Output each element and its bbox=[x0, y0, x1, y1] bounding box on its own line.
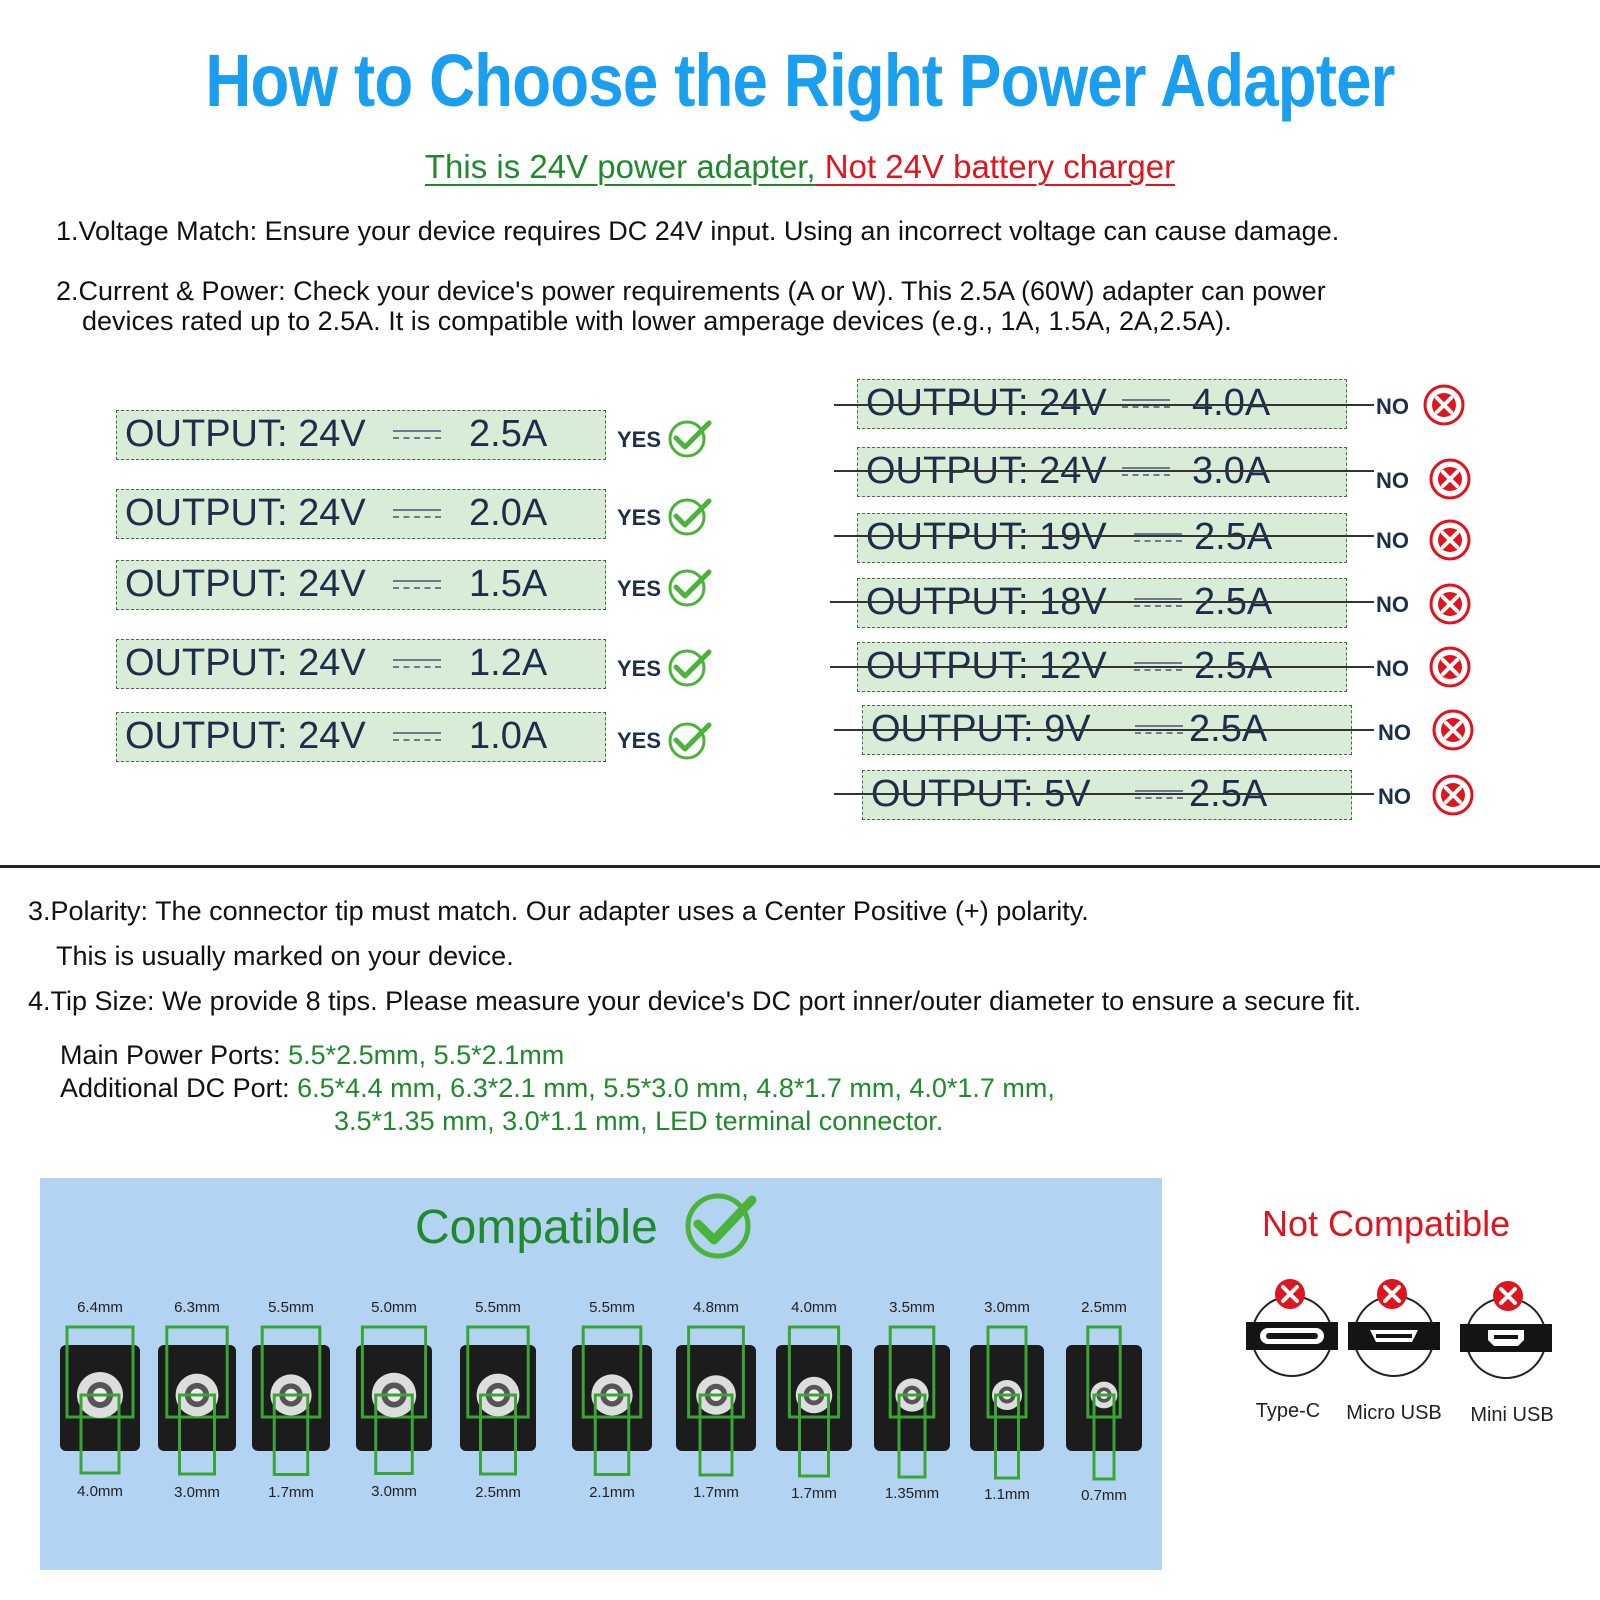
strike-line bbox=[834, 793, 1374, 795]
dc-jack-icon bbox=[1066, 1295, 1142, 1515]
output-amp: 3.0A bbox=[1192, 450, 1271, 492]
output-label: OUTPUT: 24V bbox=[866, 450, 1107, 492]
point-current-line1: 2.Current & Power: Check your device's power requirements (A or W). This 2.5A (60W) adapter can power bbox=[56, 276, 1326, 306]
strike-line bbox=[830, 666, 1374, 668]
output-amp: 2.5A bbox=[1189, 773, 1268, 815]
jack-outer-diameter: 5.5mm bbox=[268, 1299, 314, 1316]
no-tag: NO bbox=[1376, 528, 1409, 553]
additional-ports-label: Additional DC Port: bbox=[60, 1073, 290, 1103]
jack-inner-diameter: 1.7mm bbox=[693, 1484, 739, 1502]
point-polarity-line1: 3.Polarity: The connector tip must match. Our adapter uses a Center Positive (+) polarity. bbox=[28, 896, 1089, 926]
dc-symbol-icon bbox=[1135, 725, 1183, 737]
output-amp: 1.5A bbox=[469, 563, 548, 605]
jack-outer-diameter: 3.0mm bbox=[984, 1299, 1030, 1316]
output-label: OUTPUT: 19V bbox=[866, 516, 1107, 558]
dc-symbol-icon bbox=[393, 659, 441, 671]
main-ports-value: 5.5*2.5mm, 5.5*2.1mm bbox=[280, 1040, 565, 1070]
jack-inner-diameter: 2.1mm bbox=[589, 1483, 635, 1501]
output-box bbox=[116, 712, 606, 762]
output-box bbox=[857, 447, 1347, 497]
no-tag: NO bbox=[1376, 394, 1409, 419]
dc-jack bbox=[676, 1295, 756, 1515]
yes-tag: YES bbox=[617, 576, 662, 601]
strike-line bbox=[834, 729, 1374, 731]
dc-jack-icon bbox=[460, 1295, 536, 1515]
output-label: OUTPUT: 24V bbox=[125, 413, 366, 455]
main-ports-label: Main Power Ports: bbox=[60, 1040, 281, 1070]
output-label: OUTPUT: 24V bbox=[125, 492, 366, 534]
output-box bbox=[116, 410, 606, 460]
output-amp: 1.2A bbox=[469, 642, 548, 684]
output-box bbox=[116, 639, 606, 689]
jack-inner-diameter: 3.0mm bbox=[371, 1483, 417, 1501]
dc-jack bbox=[252, 1295, 330, 1515]
point-tip-size: 4.Tip Size: We provide 8 tips. Please measure your device's DC port inner/outer diameter to ensure a secure fit. bbox=[28, 986, 1362, 1016]
x-circle-icon bbox=[1431, 708, 1477, 752]
dc-jack bbox=[970, 1295, 1044, 1515]
dc-jack bbox=[1066, 1295, 1142, 1515]
point-current-line2: devices rated up to 2.5A. It is compatible with lower amperage devices (e.g., 1A, 1.5A, 2A,2.5A). bbox=[82, 306, 1232, 336]
additional-ports-value-2: 3.5*1.35 mm, 3.0*1.1 mm, LED terminal connector. bbox=[334, 1106, 944, 1136]
jack-inner-diameter: 1.7mm bbox=[268, 1483, 314, 1501]
jack-inner-diameter: 3.0mm bbox=[174, 1483, 220, 1501]
jack-inner-diameter: 1.7mm bbox=[791, 1484, 837, 1502]
subtitle-green: This is 24V power adapter, bbox=[424, 148, 816, 185]
strike-line bbox=[830, 601, 1374, 603]
x-circle-icon bbox=[1422, 383, 1468, 427]
output-label: OUTPUT: 5V bbox=[871, 773, 1091, 815]
dc-jack-icon bbox=[572, 1295, 652, 1515]
x-circle-icon bbox=[1431, 773, 1477, 817]
output-amp: 2.5A bbox=[1194, 645, 1273, 687]
point-polarity-line2: This is usually marked on your device. bbox=[56, 941, 514, 971]
no-tag: NO bbox=[1376, 656, 1409, 681]
dc-jack-icon bbox=[158, 1295, 236, 1515]
x-circle-icon bbox=[1428, 645, 1474, 689]
jack-inner-diameter: 1.1mm bbox=[984, 1486, 1030, 1503]
yes-tag: YES bbox=[617, 505, 662, 530]
output-amp: 2.0A bbox=[469, 492, 548, 534]
type-c-port-icon bbox=[1246, 1278, 1338, 1378]
check-circle-icon bbox=[666, 416, 712, 458]
output-amp: 1.0A bbox=[469, 715, 548, 757]
output-label: OUTPUT: 18V bbox=[866, 581, 1107, 623]
output-label: OUTPUT: 24V bbox=[125, 563, 366, 605]
yes-tag: YES bbox=[617, 728, 662, 753]
no-tag: NO bbox=[1376, 592, 1409, 617]
output-amp: 2.5A bbox=[1189, 708, 1268, 750]
subtitle-red: Not 24V battery charger bbox=[815, 148, 1176, 185]
subtitle bbox=[0, 148, 1600, 186]
micro-usb-label: Micro USB bbox=[1346, 1402, 1442, 1424]
jack-inner-diameter: 0.7mm bbox=[1081, 1486, 1127, 1504]
strike-line bbox=[834, 535, 1374, 537]
output-label: OUTPUT: 24V bbox=[866, 382, 1107, 424]
jack-outer-diameter: 4.8mm bbox=[693, 1299, 739, 1316]
jack-outer-diameter: 6.3mm bbox=[174, 1299, 220, 1316]
strike-line bbox=[834, 470, 1374, 472]
dc-jack bbox=[572, 1295, 652, 1515]
dc-jack bbox=[874, 1295, 950, 1515]
point-voltage: 1.Voltage Match: Ensure your device requires DC 24V input. Using an incorrect voltage can cause damage. bbox=[56, 216, 1340, 246]
dc-jack bbox=[776, 1295, 852, 1515]
not-compatible-title: Not Compatible bbox=[1262, 1203, 1511, 1244]
mini-usb-port-icon bbox=[1460, 1280, 1552, 1380]
dc-symbol-icon bbox=[393, 509, 441, 521]
output-box bbox=[857, 578, 1347, 628]
dc-jack bbox=[158, 1295, 236, 1515]
dc-jack-icon bbox=[776, 1295, 852, 1515]
dc-jack-icon bbox=[874, 1295, 950, 1515]
check-circle-icon bbox=[666, 565, 712, 607]
output-amp: 2.5A bbox=[1194, 516, 1273, 558]
dc-jack-icon bbox=[252, 1295, 330, 1515]
micro-usb-port-icon bbox=[1348, 1278, 1440, 1378]
output-box bbox=[857, 513, 1347, 563]
output-box bbox=[862, 770, 1352, 820]
jack-outer-diameter: 5.0mm bbox=[371, 1299, 417, 1316]
dc-jack-icon bbox=[970, 1295, 1044, 1515]
dc-symbol-icon bbox=[393, 732, 441, 744]
jack-inner-diameter: 4.0mm bbox=[77, 1483, 123, 1500]
jack-outer-diameter: 5.5mm bbox=[475, 1299, 521, 1316]
x-circle-icon bbox=[1428, 518, 1474, 562]
mini-usb-label: Mini USB bbox=[1470, 1404, 1554, 1426]
dc-symbol-icon bbox=[393, 580, 441, 592]
jack-inner-diameter: 1.35mm bbox=[884, 1485, 940, 1503]
additional-ports bbox=[60, 1073, 1055, 1104]
additional-ports-value-1: 6.5*4.4 mm, 6.3*2.1 mm, 5.5*3.0 mm, 4.8*1.7 mm, 4.0*1.7 mm, bbox=[289, 1073, 1055, 1103]
jack-inner-diameter: 2.5mm bbox=[475, 1483, 521, 1501]
check-circle-icon bbox=[666, 645, 712, 687]
output-label: OUTPUT: 12V bbox=[866, 645, 1107, 687]
check-circle-icon bbox=[666, 494, 712, 536]
section-divider bbox=[0, 865, 1600, 868]
output-amp: 4.0A bbox=[1192, 382, 1271, 424]
dc-symbol-icon bbox=[1122, 467, 1170, 479]
main-ports bbox=[60, 1040, 564, 1071]
dc-symbol-icon bbox=[1134, 662, 1182, 674]
jack-outer-diameter: 4.0mm bbox=[791, 1299, 837, 1316]
output-label: OUTPUT: 24V bbox=[125, 715, 366, 757]
page-title: How to Choose the Right Power Adapter bbox=[205, 39, 1395, 122]
dc-symbol-icon bbox=[1135, 790, 1183, 802]
strike-line bbox=[834, 404, 1374, 406]
x-circle-icon bbox=[1428, 582, 1474, 626]
dc-jack bbox=[460, 1295, 536, 1515]
output-amp: 2.5A bbox=[1194, 581, 1273, 623]
jack-outer-diameter: 5.5mm bbox=[589, 1299, 635, 1316]
yes-tag: YES bbox=[617, 656, 662, 681]
output-label: OUTPUT: 24V bbox=[125, 642, 366, 684]
type-c-label: Type-C bbox=[1255, 1400, 1321, 1422]
no-tag: NO bbox=[1378, 720, 1411, 745]
dc-jack-icon bbox=[676, 1295, 756, 1515]
output-label: OUTPUT: 9V bbox=[871, 708, 1091, 750]
dc-symbol-icon bbox=[1134, 598, 1182, 610]
no-tag: NO bbox=[1378, 784, 1411, 809]
output-amp: 2.5A bbox=[469, 413, 548, 455]
check-circle-icon bbox=[666, 718, 712, 760]
no-tag: NO bbox=[1376, 468, 1409, 493]
dc-jack bbox=[60, 1295, 140, 1515]
yes-tag: YES bbox=[617, 427, 662, 452]
output-box bbox=[116, 560, 606, 610]
dc-jack-icon bbox=[60, 1295, 140, 1515]
dc-jack bbox=[356, 1295, 432, 1515]
dc-symbol-icon bbox=[393, 430, 441, 442]
compatible-title: Compatible bbox=[415, 1201, 658, 1254]
jack-outer-diameter: 3.5mm bbox=[889, 1299, 935, 1316]
check-circle-icon bbox=[682, 1188, 758, 1260]
jack-outer-diameter: 6.4mm bbox=[77, 1299, 123, 1316]
x-circle-icon bbox=[1428, 457, 1474, 501]
jack-outer-diameter: 2.5mm bbox=[1081, 1299, 1127, 1316]
dc-jack-icon bbox=[356, 1295, 432, 1515]
output-box bbox=[116, 489, 606, 539]
